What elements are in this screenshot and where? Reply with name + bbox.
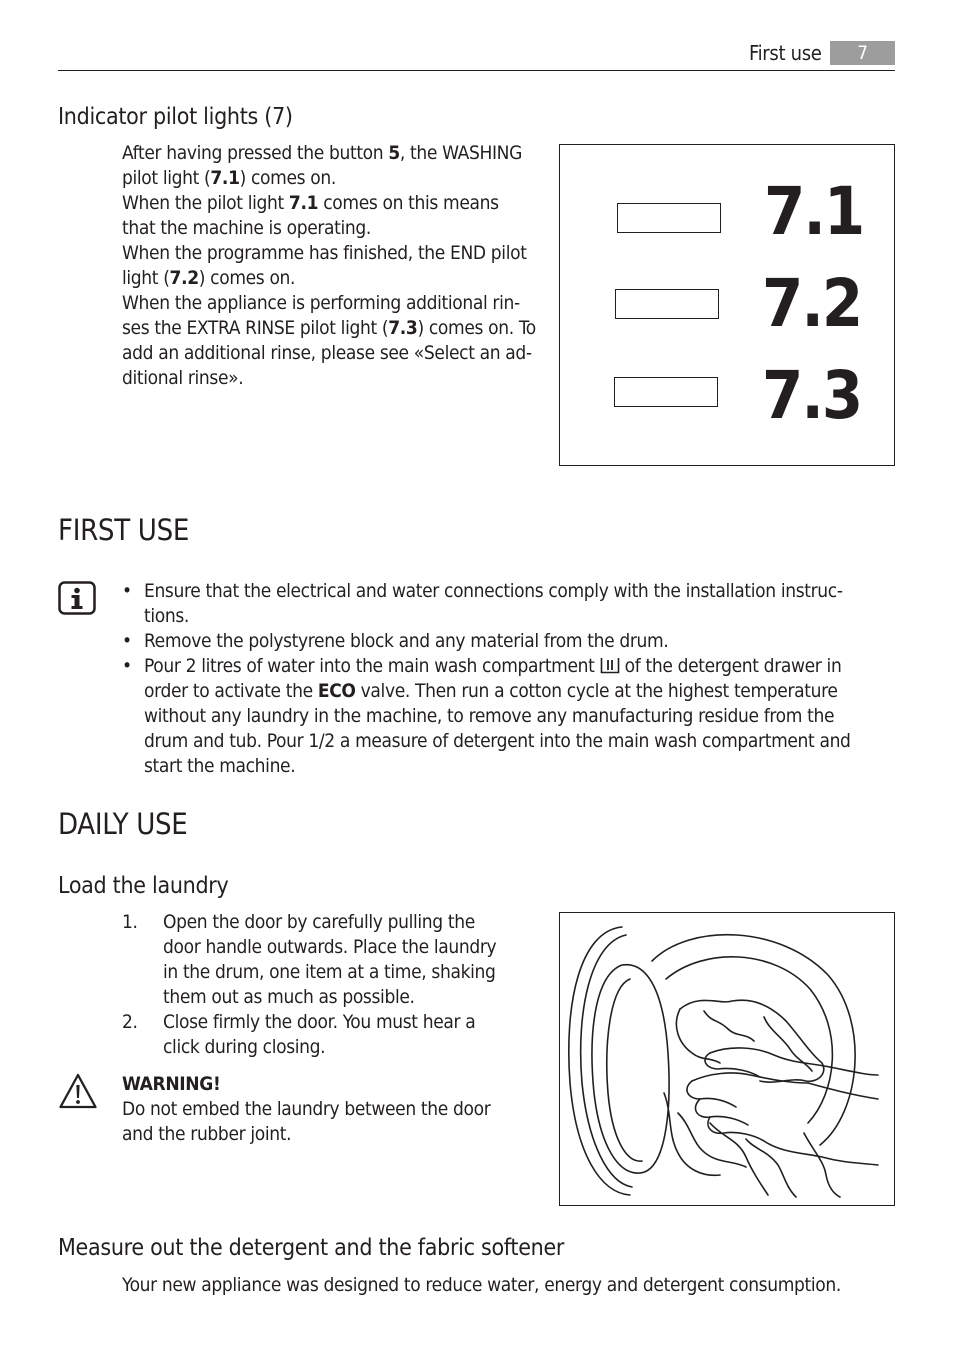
load-step-1: 1. Open the door by carefully pulling the door handle outwards. Place the laundry in the drum, one item at a time, shaking them out as much as possible. xyxy=(122,911,497,1008)
measure-text: Your new appliance was designed to reduce water, energy and detergent consumption. xyxy=(122,1274,841,1296)
label-7-3: 7.3 xyxy=(762,357,862,434)
label-7-2: 7.2 xyxy=(762,265,862,342)
first-use-bullet-3: • Pour 2 litres of water into the main wash compartment of the detergent drawer in order to activate the ECO valve. Then run a cotton cycle at the highest temperature without any laundry in the machine, to remove any manufacturing residue from the drum and tub. Pour 1/2 a measure of detergent into the main wash compartment and start the machine. xyxy=(122,654,882,779)
pilot-light-washing xyxy=(617,203,721,233)
header-section-title: First use xyxy=(749,41,822,65)
indicator-line-4: that the machine is operating. xyxy=(122,217,371,239)
load-step-2: 2. Close firmly the door. You must hear a click during closing. xyxy=(122,1011,476,1058)
load-laundry-heading: Load the laundry xyxy=(58,873,229,899)
indicator-line-5: When the programme has finished, the END pilot xyxy=(122,242,527,264)
warning-triangle-icon xyxy=(58,1072,98,1114)
warning-line-1: Do not embed the laundry between the door xyxy=(122,1098,491,1120)
info-icon xyxy=(58,581,96,619)
indicator-line-10: ditional rinse». xyxy=(122,367,244,389)
load-steps xyxy=(122,910,522,1060)
indicator-line-3: When the pilot light 7.1 comes on this means xyxy=(122,192,499,214)
loading-laundry-illustration xyxy=(559,912,895,1206)
warning-line-2: and the rubber joint. xyxy=(122,1123,292,1145)
indicator-heading: Indicator pilot lights (7) xyxy=(58,104,293,130)
label-7-1: 7.1 xyxy=(764,173,864,250)
indicator-line-7: When the appliance is performing additional rin- xyxy=(122,292,520,314)
indicator-line-2: pilot light (7.1) comes on. xyxy=(122,167,336,189)
first-use-bullet-1: • Ensure that the electrical and water connections comply with the installation instruc- tions. xyxy=(122,579,882,629)
header-rule xyxy=(58,70,895,71)
first-use-title: FIRST USE xyxy=(58,513,190,547)
first-use-bullet-2: • Remove the polystyrene block and any material from the drum. xyxy=(122,629,882,654)
indicator-line-9: add an additional rinse, please see «Select an ad- xyxy=(122,342,532,364)
warning-title: WARNING! xyxy=(122,1073,221,1095)
measure-heading: Measure out the detergent and the fabric softener xyxy=(58,1235,565,1261)
first-use-list xyxy=(122,579,882,779)
warning-block xyxy=(122,1072,522,1147)
indicator-line-6: light (7.2) comes on. xyxy=(122,267,296,289)
indicator-line-1: After having pressed the button 5, the WASHING xyxy=(122,142,523,164)
pilot-lights-figure xyxy=(559,144,895,466)
pilot-light-end xyxy=(615,289,719,319)
page-number: 7 xyxy=(830,41,895,65)
indicator-line-8: ses the EXTRA RINSE pilot light (7.3) comes on. To xyxy=(122,317,536,339)
indicator-paragraph xyxy=(122,141,552,391)
daily-use-title: DAILY USE xyxy=(58,807,188,841)
main-wash-compartment-icon xyxy=(600,656,620,673)
pilot-light-extra-rinse xyxy=(614,377,718,407)
